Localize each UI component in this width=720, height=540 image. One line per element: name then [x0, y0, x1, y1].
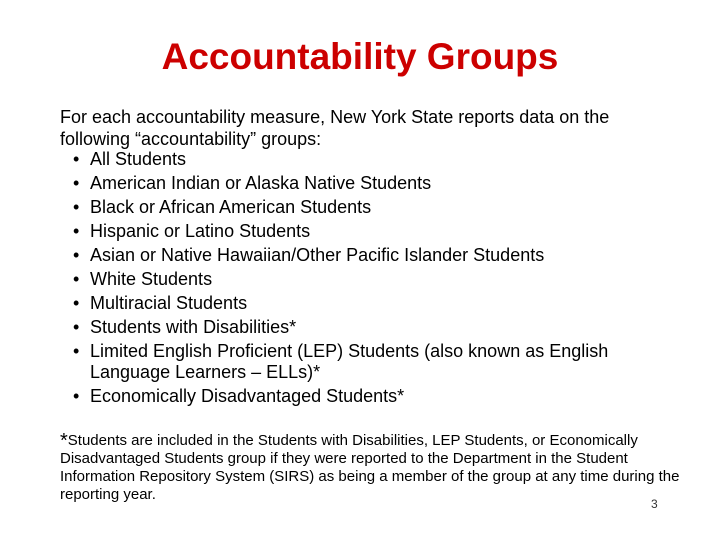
page-number: 3: [651, 497, 658, 511]
list-item: • Hispanic or Latino Students: [60, 221, 680, 242]
list-item: • American Indian or Alaska Native Students: [60, 173, 680, 194]
intro-text: For each accountability measure, New York State reports data on the following “accountability” groups:: [60, 107, 610, 149]
list-item: • All Students: [60, 149, 680, 170]
accountability-group-list: [60, 149, 680, 410]
footnote-text: Students are included in the Students with Disabilities, LEP Students, or Economically Disadvantaged Students group if they were reported to the Department in the Student Information Repository System (SIRS) as being a member of the group at any time during the reporting year.: [60, 432, 680, 503]
list-item: • Limited English Proficient (LEP) Students (also known as English Language Learners – ELLs)*: [60, 341, 680, 383]
list-item: • White Students: [60, 269, 680, 290]
list-item: • Economically Disadvantaged Students*: [60, 386, 680, 407]
footnote-asterisk: *: [60, 430, 68, 452]
list-item: • Students with Disabilities*: [60, 317, 680, 338]
slide-title: Accountability Groups: [161, 36, 559, 77]
footnote: [60, 432, 680, 504]
list-item: • Black or African American Students: [60, 197, 680, 218]
list-item: • Asian or Native Hawaiian/Other Pacific Islander Students: [60, 245, 680, 266]
list-item: • Multiracial Students: [60, 293, 680, 314]
